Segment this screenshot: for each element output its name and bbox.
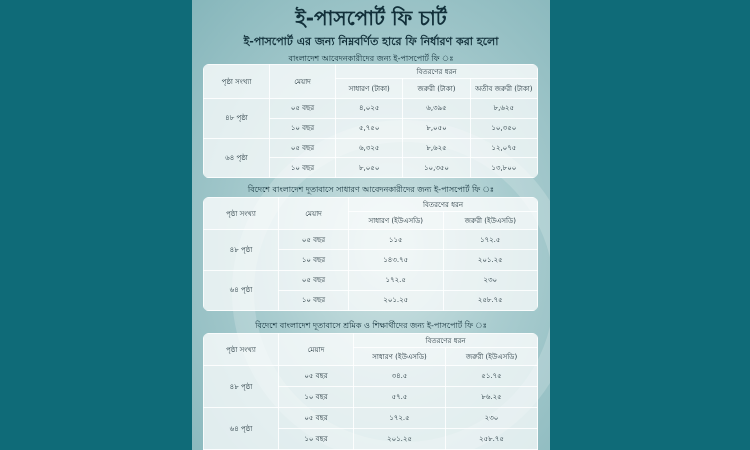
header-regular: সাধারণ (টাকা) — [336, 79, 403, 99]
section-3-heading: বিদেশে বাংলাদেশ দূতাবাসে শ্রমিক ও শিক্ষার্থীদের জন্য ই-পাসপোর্ট ফি ঃ — [255, 321, 487, 330]
header-duration: মেয়াদ — [270, 65, 336, 99]
table-row — [204, 138, 538, 158]
fee-cell: ১৪৩.৭৫ — [349, 250, 444, 270]
fee-cell: ১৩,৮০০ — [470, 158, 537, 178]
duration-cell: ১০ বছর — [270, 158, 336, 178]
page-count-cell: ৬৪ পৃষ্ঠা — [204, 138, 270, 178]
fee-cell: ৮,৬২৫ — [470, 99, 537, 119]
duration-cell: ০৫ বছর — [279, 230, 349, 250]
header-page-count: পৃষ্ঠা সংখ্যা — [204, 198, 279, 230]
fee-cell: ৬,৩২৫ — [336, 138, 403, 158]
fee-cell: ৬,৩৯৫ — [403, 99, 470, 119]
header-urgent: জরুরী (টাকা) — [403, 79, 470, 99]
fee-cell: ৮৬.২৫ — [446, 387, 538, 408]
fee-cell: ২৩০ — [443, 270, 538, 290]
header-regular: সাধারণ (ইউএসডি) — [354, 348, 446, 366]
fee-cell: ৮,০৫০ — [403, 118, 470, 138]
table-row — [204, 270, 538, 290]
header-page-count: পৃষ্ঠা সংখ্যা — [204, 65, 270, 99]
table-row — [204, 408, 538, 429]
header-urgent: জরুরী (ইউএসডি) — [443, 212, 538, 230]
section-3-table — [203, 333, 538, 450]
header-duration: মেয়াদ — [279, 198, 349, 230]
table-row — [204, 366, 538, 387]
fee-cell: ৮,০৫০ — [336, 158, 403, 178]
fee-cell: ১০,৩৫০ — [403, 158, 470, 178]
fee-cell: ২৫৮.৭৫ — [446, 429, 538, 450]
duration-cell: ১০ বছর — [279, 429, 354, 450]
page-count-cell: ৪৮ পৃষ্ঠা — [204, 366, 279, 408]
fee-cell: ৫৭.৫ — [354, 387, 446, 408]
fee-cell: ২৩০ — [446, 408, 538, 429]
section-1-heading: বাংলাদেশ আবেদনকারীদের জন্য ই-পাসপোর্ট ফি ঃ — [288, 54, 454, 63]
header-delivery-type: বিতরণের ধরন — [336, 65, 538, 79]
fee-cell: ১০,৩৫০ — [470, 118, 537, 138]
table-row — [204, 230, 538, 250]
fee-cell: ৫,৭৫০ — [336, 118, 403, 138]
duration-cell: ০৫ বছর — [279, 270, 349, 290]
fee-cell: ২৫৮.৭৫ — [443, 290, 538, 310]
section-1-table — [203, 64, 538, 178]
section-2-heading: বিদেশে বাংলাদেশ দূতাবাসে সাধারণ আবেদনকারীদের জন্য ই-পাসপোর্ট ফি ঃ — [247, 185, 495, 194]
fee-cell: ২০১.২৫ — [349, 290, 444, 310]
header-super-urgent: অতীব জরুরী (টাকা) — [470, 79, 537, 99]
fee-cell: ৪,০২৫ — [336, 99, 403, 119]
page-title: ই-পাসপোর্ট ফি চার্ট — [295, 6, 447, 30]
header-delivery-type: বিতরণের ধরন — [354, 334, 538, 348]
fee-cell: ১৭২.৫ — [354, 408, 446, 429]
table-row — [204, 99, 538, 119]
header-urgent: জরুরী (ইউএসডি) — [446, 348, 538, 366]
duration-cell: ০৫ বছর — [279, 408, 354, 429]
page-count-cell: ৪৮ পৃষ্ঠা — [204, 99, 270, 139]
fee-cell: ৫১.৭৫ — [446, 366, 538, 387]
duration-cell: ১০ বছর — [279, 250, 349, 270]
page-subtitle: ই-পাসপোর্ট এর জন্য নিম্নবর্ণিত হারে ফি নির্ধারণ করা হলো — [243, 35, 499, 48]
duration-cell: ১০ বছর — [270, 118, 336, 138]
fee-cell: ৩৪.৫ — [354, 366, 446, 387]
fee-cell: ১৭২.৫ — [443, 230, 538, 250]
duration-cell: ০৫ বছর — [279, 366, 354, 387]
fee-cell: ১১৫ — [349, 230, 444, 250]
duration-cell: ০৫ বছর — [270, 99, 336, 119]
fee-cell: ২০১.২৫ — [443, 250, 538, 270]
page-count-cell: ৪৮ পৃষ্ঠা — [204, 230, 279, 271]
header-page-count: পৃষ্ঠা সংখ্যা — [204, 334, 279, 366]
header-duration: মেয়াদ — [279, 334, 354, 366]
duration-cell: ১০ বছর — [279, 387, 354, 408]
duration-cell: ১০ বছর — [279, 290, 349, 310]
section-2-table — [203, 197, 538, 311]
fee-cell: ২০১.২৫ — [354, 429, 446, 450]
header-delivery-type: বিতরণের ধরন — [349, 198, 538, 212]
fee-cell: ৮,৬২৫ — [403, 138, 470, 158]
duration-cell: ০৫ বছর — [270, 138, 336, 158]
header-regular: সাধারণ (ইউএসডি) — [349, 212, 444, 230]
fee-cell: ১৭২.৫ — [349, 270, 444, 290]
fee-chart-poster — [192, 0, 550, 450]
page-count-cell: ৬৪ পৃষ্ঠা — [204, 270, 279, 311]
page-count-cell: ৬৪ পৃষ্ঠা — [204, 408, 279, 450]
fee-cell: ১২,০৭৫ — [470, 138, 537, 158]
